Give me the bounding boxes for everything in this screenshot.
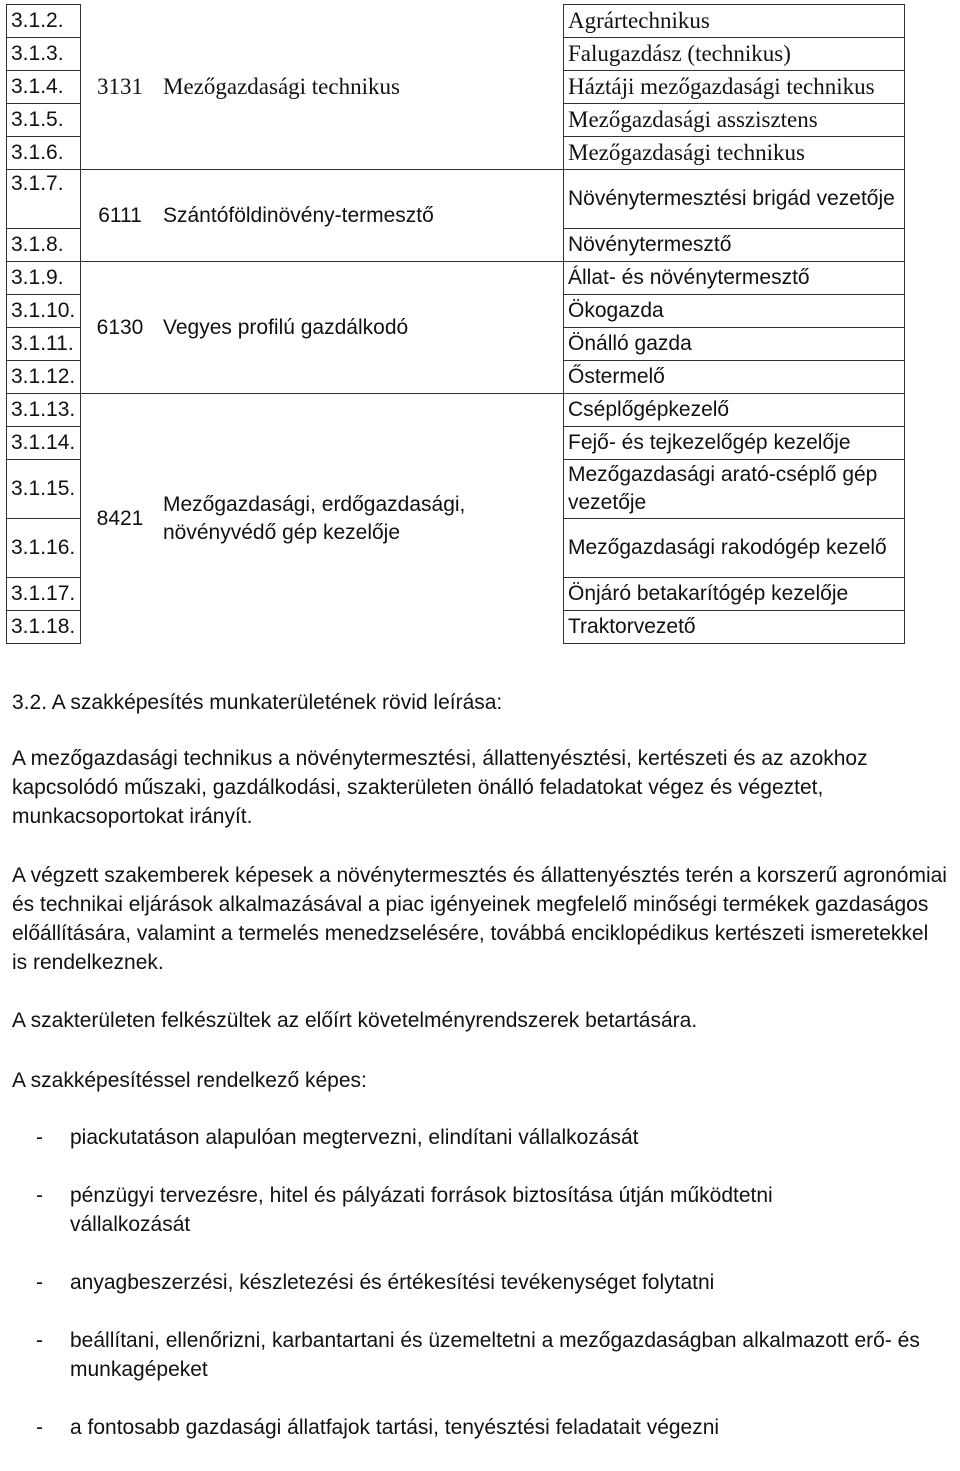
occupation-name: Fejő- és tejkezelőgép kezelője: [564, 427, 905, 460]
occupation-name: Önálló gazda: [564, 328, 905, 361]
group-code: 6111: [81, 170, 160, 262]
row-index: 3.1.3.: [7, 38, 81, 71]
list-item: [12, 1268, 952, 1297]
dash-bullet: -: [36, 1329, 43, 1352]
list-item-text: a fontosabb gazdasági állatfajok tartási, tenyésztési feladatait végezni: [70, 1416, 720, 1439]
row-index: 3.1.6.: [7, 137, 81, 170]
row-index: 3.1.8.: [7, 229, 81, 262]
group-title: Szántóföldinövény-termesztő: [159, 170, 564, 262]
occupation-name: Mezőgazdasági asszisztens: [564, 104, 905, 137]
group-title: Mezőgazdasági, erdőgazdasági, növényvédő gép kezelője: [159, 394, 564, 644]
dash-bullet: -: [36, 1416, 43, 1439]
row-index: 3.1.14.: [7, 427, 81, 460]
row-index: 3.1.10.: [7, 295, 81, 328]
list-item: [12, 1181, 952, 1239]
row-index: 3.1.17.: [7, 578, 81, 611]
occupation-name: Növénytermesztő: [564, 229, 905, 262]
occupation-name: Mezőgazdasági rakodógép kezelő: [564, 519, 905, 578]
table-row: [7, 262, 905, 295]
occupation-name: Agrártechnikus: [564, 5, 905, 38]
paragraph: A szakterületen felkészültek az előírt követelményrendszerek betartására.: [12, 1009, 698, 1032]
row-index: 3.1.11.: [7, 328, 81, 361]
row-index: 3.1.5.: [7, 104, 81, 137]
list-item-text: pénzügyi tervezésre, hitel és pályázati források biztosítása útján működtetni vállalkozását: [70, 1184, 773, 1236]
dash-bullet: -: [36, 1184, 43, 1207]
occupation-name: Ökogazda: [564, 295, 905, 328]
row-index: 3.1.7.: [7, 170, 81, 229]
row-index: 3.1.4.: [7, 71, 81, 104]
occupation-name: Mezőgazdasági arató-cséplő gép vezetője: [564, 460, 905, 519]
occupation-name: Traktorvezető: [564, 611, 905, 644]
list-item-text: beállítani, ellenőrizni, karbantartani és üzemeltetni a mezőgazdaságban alkalmazott erő- és munkagépeket: [70, 1329, 920, 1381]
list-item: [12, 1413, 952, 1442]
dash-bullet: -: [36, 1126, 43, 1149]
list-item: [12, 1326, 952, 1384]
row-index: 3.1.13.: [7, 394, 81, 427]
paragraph: A végzett szakemberek képesek a növénytermesztés és állattenyésztés terén a korszerű agronómiai és technikai eljárások alkalmazásával a piac igényeinek megfelelő minőségi termékek gazdaságos előállítására, valamint a termelés menedzselésére, továbbá enciklopédikus kertészeti ismeretekkel is rendelkeznek.: [12, 864, 947, 974]
capability-list: [12, 1123, 952, 1471]
table-row: [7, 170, 905, 229]
occupation-name: Cséplőgépkezelő: [564, 394, 905, 427]
section-heading: 3.2. A szakképesítés munkaterületének rövid leírása:: [12, 691, 503, 714]
table-row: [7, 5, 905, 38]
occupation-name: Állat- és növénytermesztő: [564, 262, 905, 295]
list-item-text: piackutatáson alapulóan megtervezni, elindítani vállalkozását: [70, 1126, 639, 1149]
table-row: [7, 394, 905, 427]
occupation-name: Őstermelő: [564, 361, 905, 394]
paragraph: A szakképesítéssel rendelkező képes:: [12, 1069, 367, 1092]
dash-bullet: -: [36, 1271, 43, 1294]
group-code: 8421: [81, 394, 160, 644]
paragraph: A mezőgazdasági technikus a növénytermesztési, állattenyésztési, kertészeti és az azokhoz kapcsolódó műszaki, gazdálkodási, szakterületen önálló feladatokat végez és végeztet, munkacsoportokat irányít.: [12, 747, 868, 828]
occupation-table: [6, 4, 905, 644]
row-index: 3.1.2.: [7, 5, 81, 38]
row-index: 3.1.16.: [7, 519, 81, 578]
occupation-name: Háztáji mezőgazdasági technikus: [564, 71, 905, 104]
occupation-name: Önjáró betakarítógép kezelője: [564, 578, 905, 611]
group-code: 6130: [81, 262, 160, 394]
row-index: 3.1.18.: [7, 611, 81, 644]
group-title: Mezőgazdasági technikus: [163, 73, 400, 99]
occupation-name: Növénytermesztési brigád vezetője: [564, 170, 905, 229]
row-index: 3.1.9.: [7, 262, 81, 295]
occupation-name: Mezőgazdasági technikus: [564, 137, 905, 170]
row-index: 3.1.12.: [7, 361, 81, 394]
group-title: Vegyes profilú gazdálkodó: [159, 262, 564, 394]
row-index: 3.1.15.: [7, 460, 81, 519]
occupation-name: Falugazdász (technikus): [564, 38, 905, 71]
list-item-text: anyagbeszerzési, készletezési és értékesítési tevékenységet folytatni: [70, 1271, 715, 1294]
group-code: 3131: [97, 73, 143, 99]
list-item: [12, 1123, 952, 1152]
